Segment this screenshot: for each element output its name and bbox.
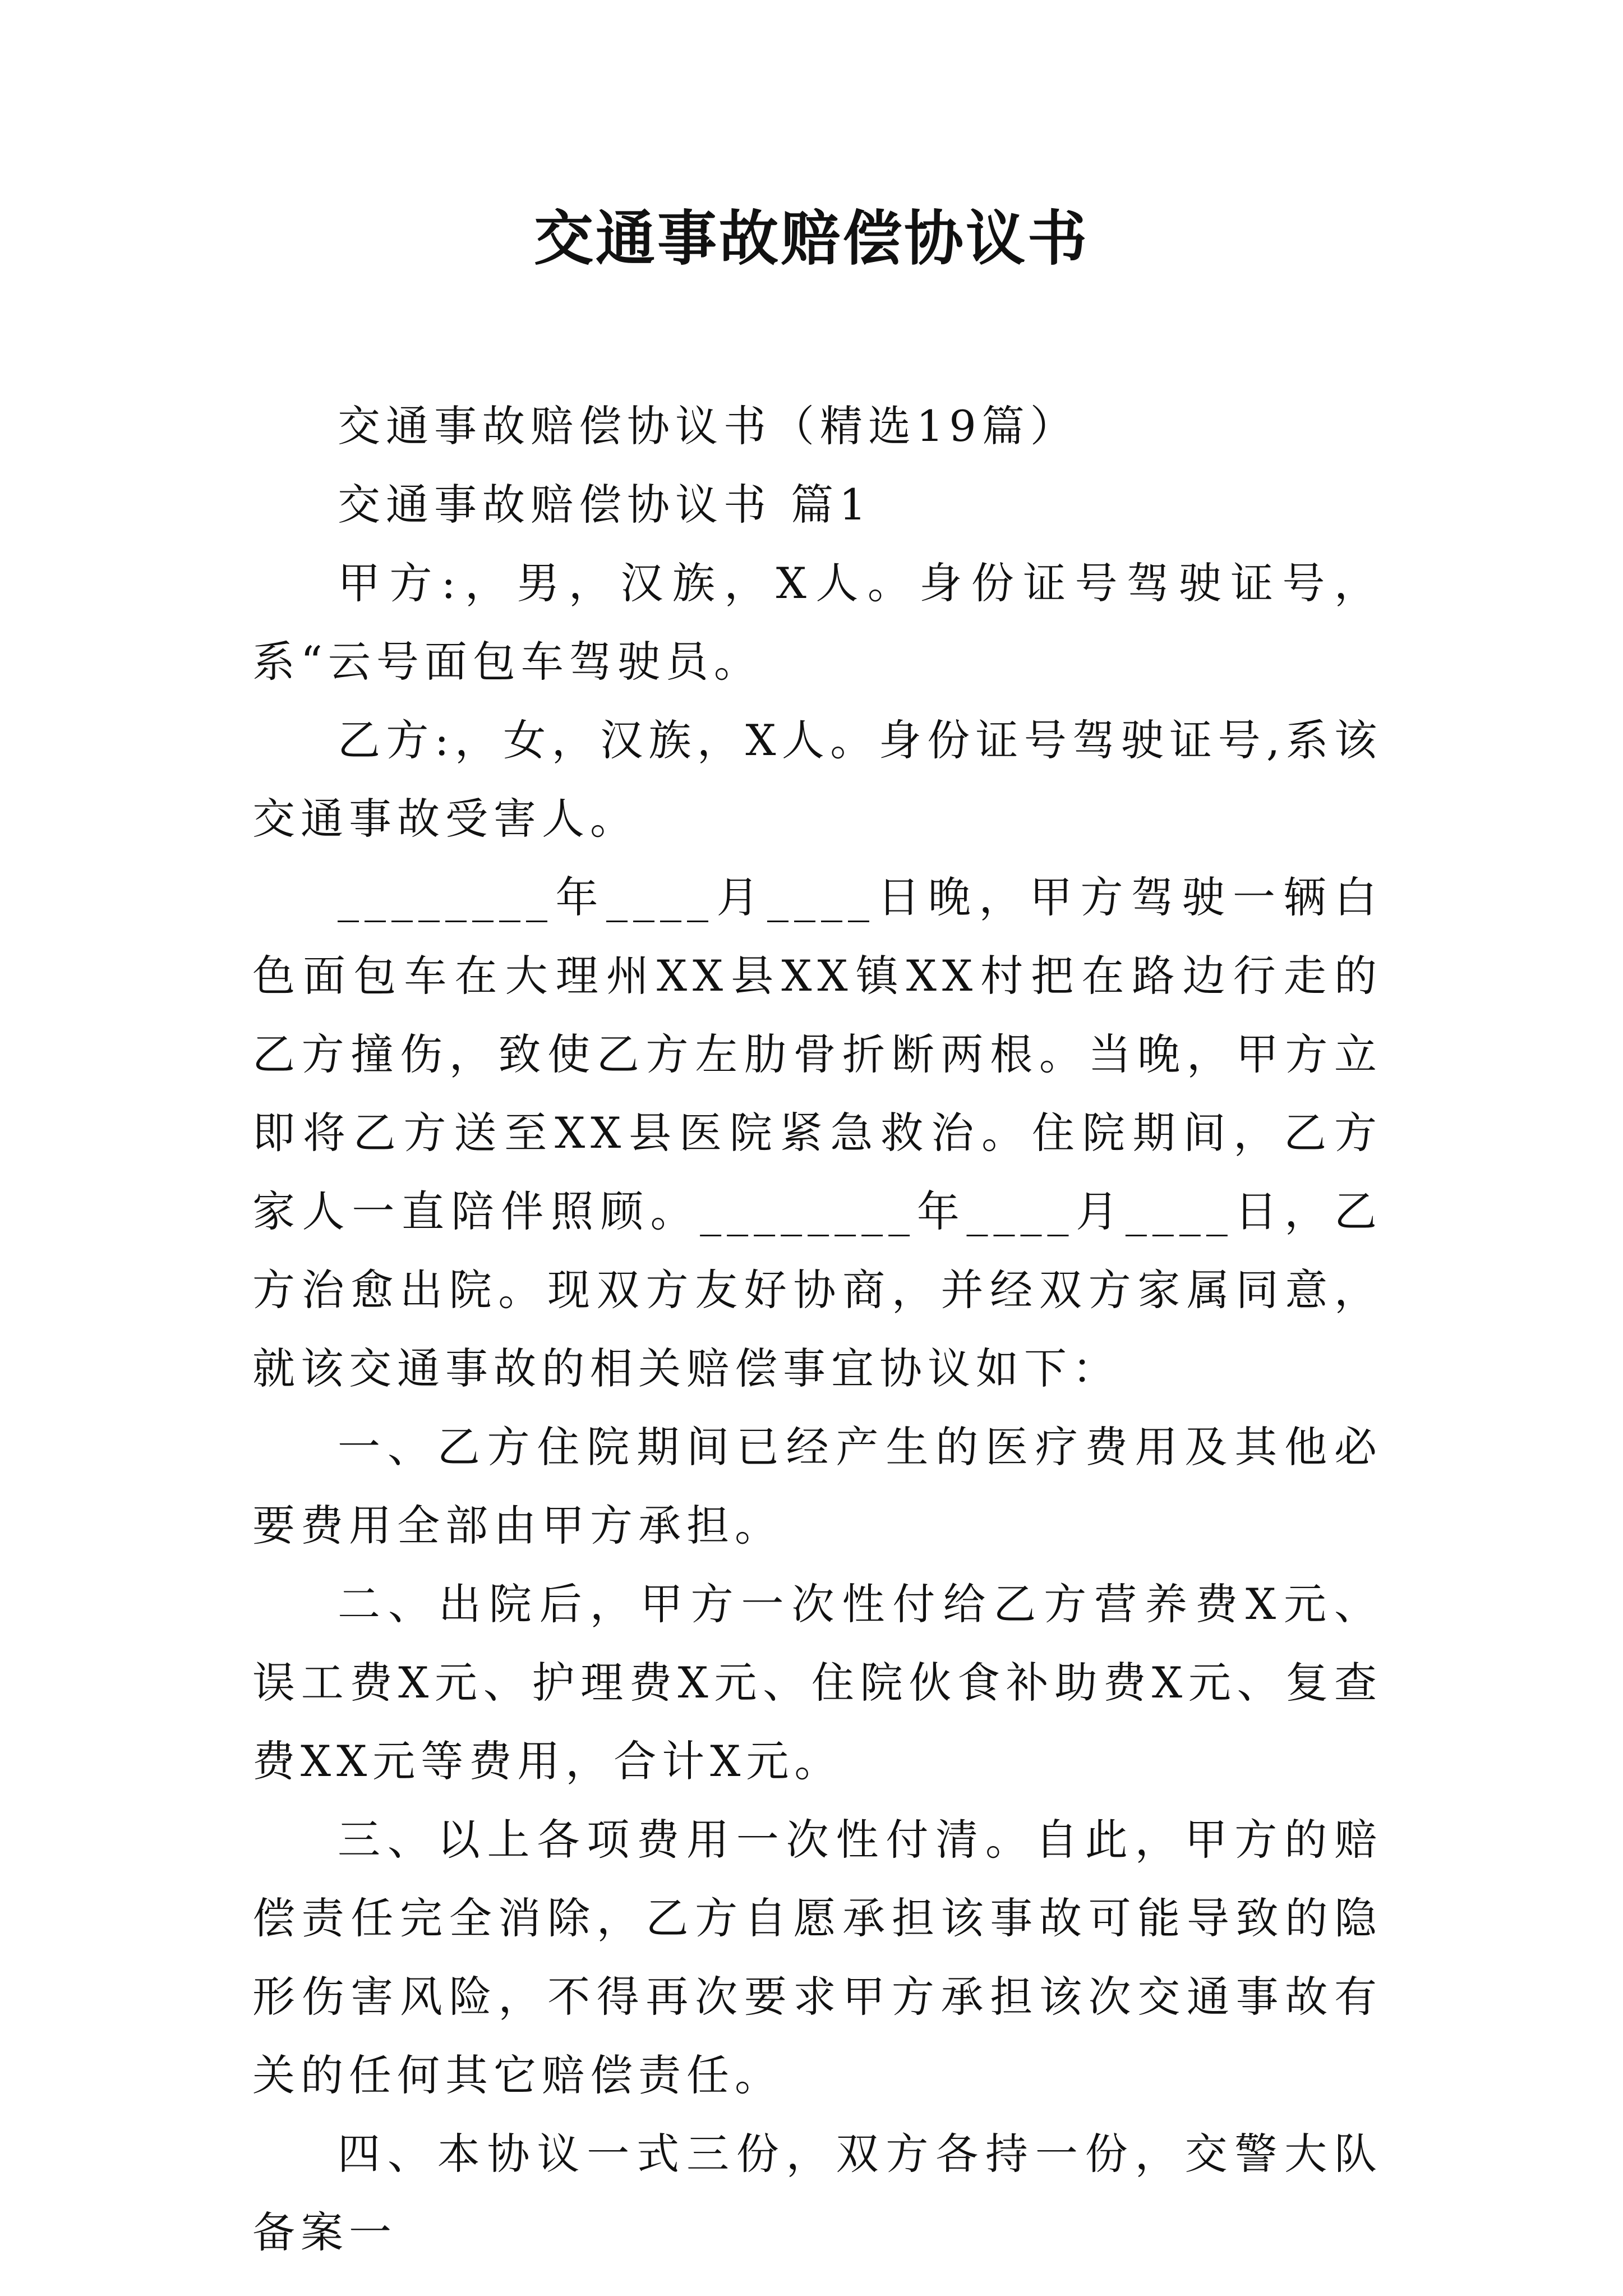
clause-4-paragraph: 四、本协议一式三份，双方各持一份，交警大队备案一 xyxy=(252,2129,1382,2257)
party-b-paragraph: 乙方:，女，汉族，X人。身份证号驾驶证号,系该交通事故受害人。 xyxy=(252,715,1382,844)
clause-2-paragraph: 二、出院后，甲方一次性付给乙方营养费X元、误工费X元、护理费X元、住院伙食补助费X元、复查费XX元等费用，合计X元。 xyxy=(252,1579,1382,1786)
subtitle-paragraph: 交通事故赔偿协议书（精选19篇） xyxy=(338,401,1078,451)
clause-1-paragraph: 一、乙方住院期间已经产生的医疗费用及其他必要费用全部由甲方承担。 xyxy=(252,1422,1382,1550)
clause-3-paragraph: 三、以上各项费用一次性付清。自此，甲方的赔偿责任完全消除，乙方自愿承担该事故可能导致的隐形伤害风险，不得再次要求甲方承担该次交通事故有关的任何其它赔偿责任。 xyxy=(252,1815,1382,2100)
party-a-paragraph: 甲方:，男，汉族，X人。身份证号驾驶证号，系“云号面包车驾驶员。 xyxy=(252,558,1382,687)
document-title: 交通事故赔偿协议书 xyxy=(534,203,1089,273)
section-heading: 交通事故赔偿协议书 篇1 xyxy=(338,480,872,530)
document-body xyxy=(252,387,1382,2272)
incident-paragraph: ________年____月____日晚，甲方驾驶一辆白色面包车在大理州XX县XX镇XX村把在路边行走的乙方撞伤，致使乙方左肋骨折断两根。当晚，甲方立即将乙方送至XX县医院紧急救治。住院期间，乙方家人一直陪伴照顾。________年____月____日，乙方治愈出院。现双方友好协商，并经双方家属同意，就该交通事故的相关赔偿事宜协议如下： xyxy=(252,872,1382,1393)
